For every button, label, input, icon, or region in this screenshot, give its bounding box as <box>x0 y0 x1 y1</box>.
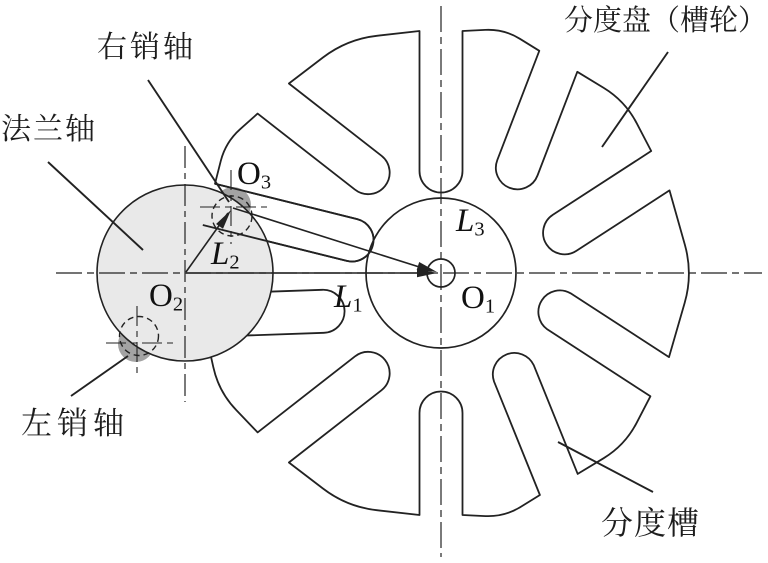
indexing-plate-label: 分度盘（槽轮） <box>564 5 768 37</box>
l1-subscript: 1 <box>352 294 363 317</box>
right-pin-shaft-label: 右销轴 <box>97 31 196 64</box>
flange-shaft-label: 法兰轴 <box>1 113 97 146</box>
dimension-l3-label <box>456 205 485 240</box>
left-pin-leader-line <box>71 356 128 396</box>
o3-subscript: 3 <box>260 171 272 194</box>
right-pin-leader-line <box>148 80 229 202</box>
l3-base: L <box>456 203 475 239</box>
o1-subscript: 1 <box>484 295 496 318</box>
dimension-l1-label <box>334 281 363 316</box>
l2-base: L <box>211 236 230 272</box>
indexing-slot-label: 分度槽 <box>601 505 701 541</box>
center-o2-label <box>149 280 183 315</box>
l1-base: L <box>334 279 353 315</box>
center-o3-label <box>237 158 271 193</box>
o3-base: O <box>237 156 261 192</box>
o2-base: O <box>149 278 173 314</box>
left-pin-shaft-label: 左销轴 <box>21 406 129 441</box>
l3-subscript: 3 <box>474 218 485 241</box>
o2-subscript: 2 <box>172 293 184 316</box>
center-o1-label <box>461 282 495 317</box>
dimension-l2-label <box>211 238 240 273</box>
l2-subscript: 2 <box>229 251 240 274</box>
o1-base: O <box>461 280 485 316</box>
